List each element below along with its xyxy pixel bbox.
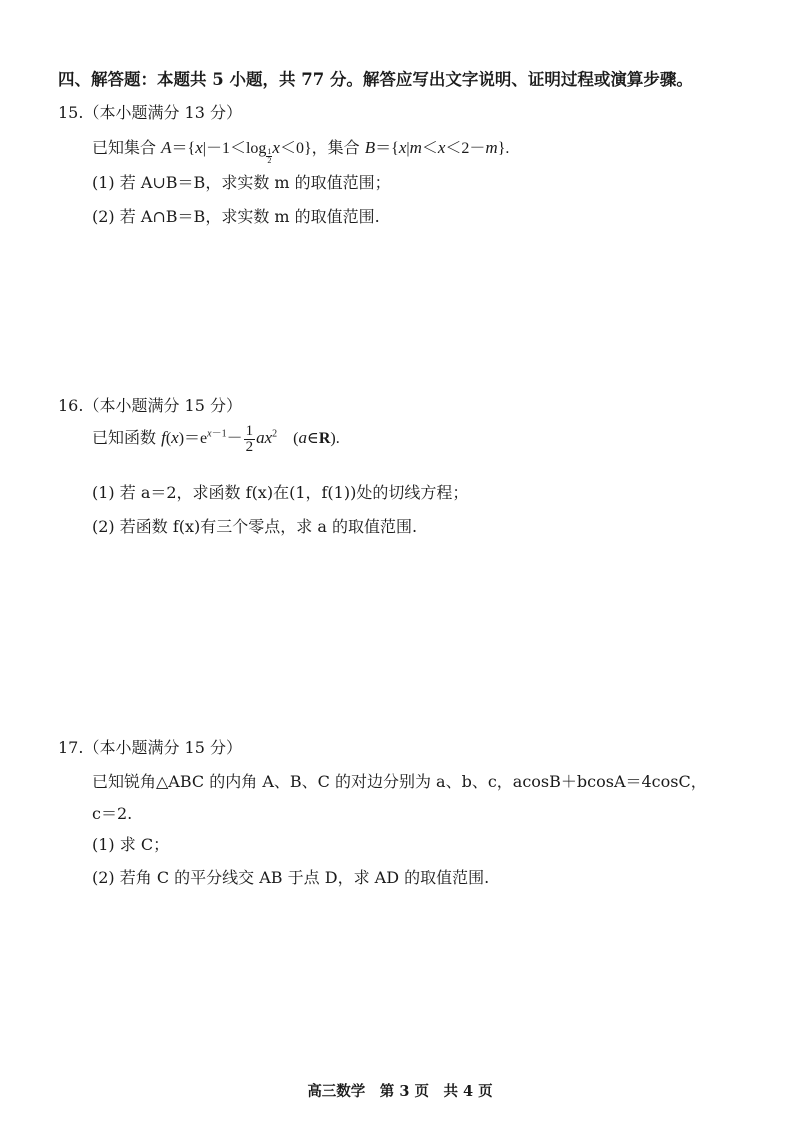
q16-part2: (2) 若函数 f(x)有三个零点，求 a 的取值范围. [92, 517, 418, 536]
q16-heading [58, 393, 242, 416]
q15-set-a: A＝{x|－1＜log $\frac{1}{2}$ x＜0} [161, 138, 312, 165]
q16-function-formula: $f(x)=e^{x-1}-$ $\frac{1}{2}$ $ax^2$ (a∈R). [161, 423, 340, 455]
q16-stem [92, 424, 340, 455]
q15-part1: (1) 若 A∪B＝B，求实数 m 的取值范围； [92, 173, 391, 192]
q15-heading [58, 100, 242, 123]
q17-heading [58, 735, 242, 758]
q17-number: 17. [58, 738, 84, 757]
q17-part1: (1) 求 C； [92, 835, 170, 854]
page-footer: 高三数学 第 3 页 共 4 页 [307, 1083, 493, 1100]
section-header: 四、解答题：本题共 5 小题，共 77 分。解答应写出文字说明、证明过程或演算步骤。 [58, 70, 693, 89]
q16-stem-prefix: 已知函数 [92, 428, 157, 448]
q15-number: 15. [58, 103, 84, 122]
q17-part2: (2) 若角 C 的平分线交 AB 于点 D，求 AD 的取值范围. [92, 868, 490, 887]
q16-number: 16. [58, 396, 84, 415]
q17-stem-line2: c＝2. [92, 804, 133, 823]
q17-points: （本小题满分 15 分） [83, 738, 242, 757]
q16-points: （本小题满分 15 分） [83, 396, 242, 415]
q15-part2: (2) 若 A∩B＝B，求实数 m 的取值范围. [92, 207, 380, 226]
q15-set-b: B＝{x|m＜x＜2－m}. [364, 138, 510, 157]
q15-points: （本小题满分 13 分） [83, 103, 242, 122]
q17-stem-line1: 已知锐角△ABC 的内角 A、B、C 的对边分别为 a、b、c，acosB＋bcosA＝4cosC， [92, 772, 707, 791]
q15-stem [92, 135, 509, 165]
q15-stem-mid: ，集合 [311, 138, 360, 157]
q15-stem-prefix: 已知集合 [92, 138, 157, 157]
q16-part1: (1) 若 a＝2，求函数 f(x)在(1，f(1))处的切线方程； [92, 483, 469, 502]
